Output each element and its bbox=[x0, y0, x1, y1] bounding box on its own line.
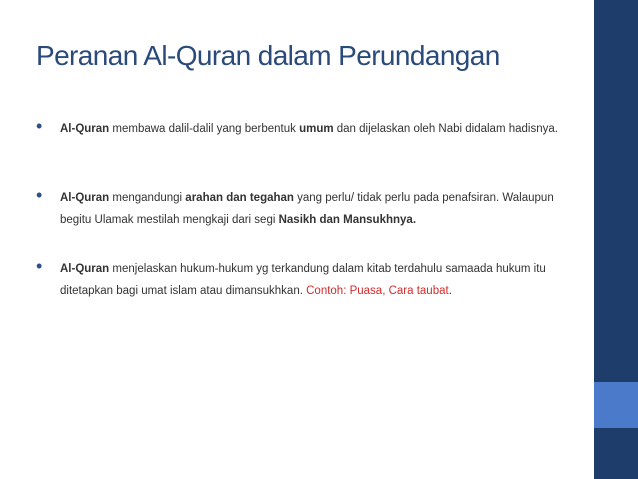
bold-term: Nasikh dan Mansukhnya. bbox=[278, 214, 417, 226]
bullet-text-1 bbox=[60, 118, 584, 140]
bold-term: Al-Quran bbox=[60, 263, 110, 275]
bullet-dot-icon: • bbox=[36, 256, 43, 276]
bullet-text-3 bbox=[60, 258, 584, 302]
sidebar-decoration bbox=[594, 0, 638, 479]
text-run: dan dijelaskan oleh Nabi didalam hadisnya. bbox=[333, 123, 558, 135]
bold-term: Al-Quran bbox=[60, 192, 110, 204]
bullet-item-3 bbox=[36, 258, 584, 302]
text-run: mengandungi bbox=[109, 192, 186, 204]
text-run: menjelaskan hukum-hukum yg terkandung dalam kitab terdahulu samaada hukum itu ditetapkan bagi umat islam atau dimansukhkan. bbox=[60, 263, 546, 297]
bullet-dot-icon: • bbox=[36, 185, 43, 205]
bold-term: arahan dan tegahan bbox=[185, 192, 294, 204]
slide-title: Peranan Al-Quran dalam Perundangan bbox=[36, 40, 500, 71]
bold-term: umum bbox=[299, 123, 334, 135]
bullet-item-1 bbox=[36, 118, 584, 140]
sidebar-block-bottom bbox=[594, 430, 638, 479]
sidebar-block-top bbox=[594, 0, 638, 380]
text-run: yang perlu/ tidak perlu pada penafsiran. Walaupun begitu Ulamak mestilah mengkaji dari segi bbox=[60, 192, 554, 226]
bullet-dot-icon: • bbox=[36, 116, 43, 136]
sidebar-block-accent bbox=[594, 382, 638, 428]
text-run: . bbox=[448, 285, 452, 297]
bullet-item-2 bbox=[36, 187, 584, 231]
example-highlight: Contoh: Puasa, Cara taubat bbox=[306, 285, 449, 297]
bullet-text-2 bbox=[60, 187, 584, 231]
bold-term: Al-Quran bbox=[60, 123, 110, 135]
text-run: membawa dalil-dalil yang berbentuk bbox=[109, 123, 300, 135]
